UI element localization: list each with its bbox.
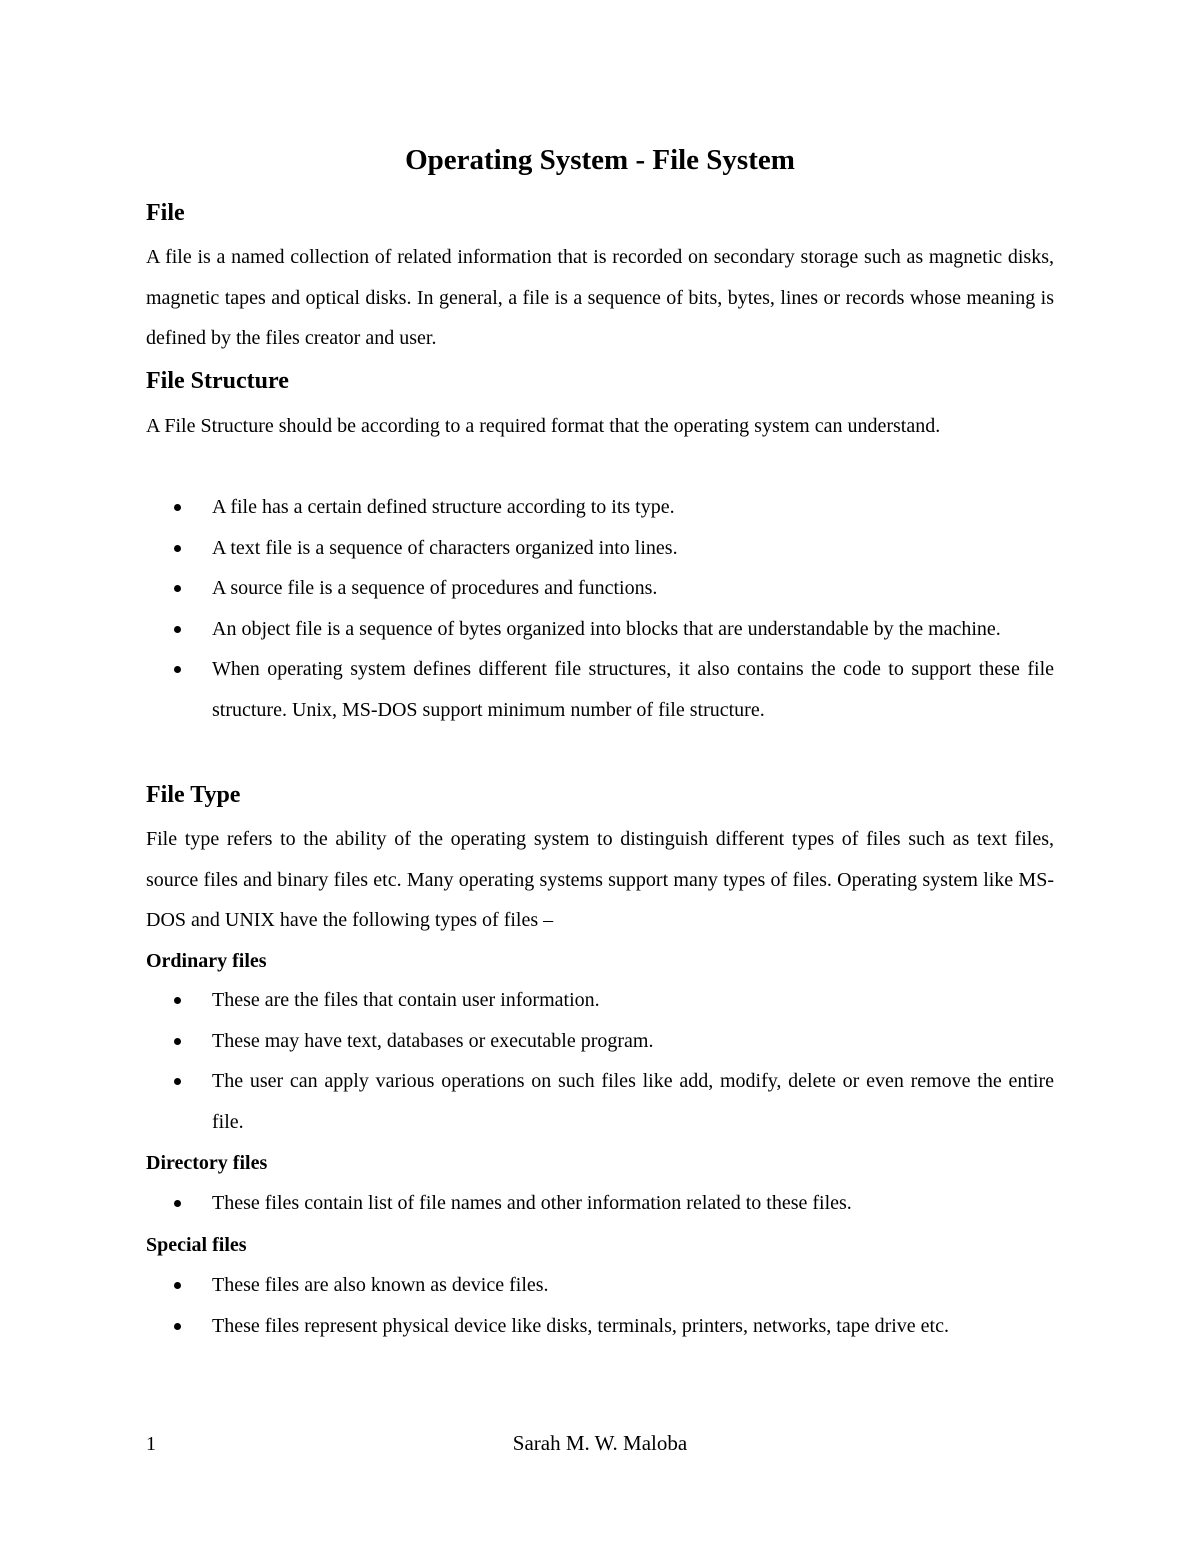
list-item: These files contain list of file names and other information related to these files. [146,1183,1054,1224]
list-item: An object file is a sequence of bytes organized into blocks that are understandable by the machine. [146,609,1054,650]
document-title: Operating System - File System [405,144,795,176]
list-item: When operating system defines different file structures, it also contains the code to support these file structure. Unix, MS-DOS support minimum number of file structure. [146,649,1054,730]
list-item: These files are also known as device files. [146,1265,1054,1306]
heading-ordinary-files: Ordinary files [146,950,267,972]
heading-special-files: Special files [146,1234,247,1256]
list-file-structure [146,487,1054,730]
list-item: A source file is a sequence of procedures and functions. [146,568,1054,609]
heading-file-type: File Type [146,782,241,808]
list-item: These may have text, databases or executable program. [146,1021,1054,1062]
heading-file-structure: File Structure [146,368,289,394]
list-item: The user can apply various operations on such files like add, modify, delete or even remove the entire file. [146,1061,1054,1142]
footer-author: Sarah M. W. Maloba [512,1431,688,1455]
list-item: These files represent physical device like disks, terminals, printers, networks, tape drive etc. [146,1306,1054,1347]
list-directory-files [146,1183,1054,1224]
list-special-files [146,1265,1054,1346]
list-ordinary-files [146,980,1054,1142]
list-item: A file has a certain defined structure according to its type. [146,487,1054,528]
paragraph-file-type: File type refers to the ability of the operating system to distinguish different types of files such as text files, source files and binary files etc. Many operating systems support many types of files. Operating system like MS-DOS and UNIX have the following types of files – [146,828,1054,931]
page-number: 1 [146,1433,156,1455]
list-item: A text file is a sequence of characters organized into lines. [146,528,1054,569]
paragraph-file: A file is a named collection of related information that is recorded on secondary storage such as magnetic disks, magnetic tapes and optical disks. In general, a file is a sequence of bits, bytes, lines or records whose meaning is defined by the files creator and user. [146,246,1054,349]
heading-directory-files: Directory files [146,1152,268,1174]
paragraph-file-structure: A File Structure should be according to a required format that the operating system can understand. [146,415,941,437]
heading-file: File [146,200,185,226]
list-item: These are the files that contain user information. [146,980,1054,1021]
